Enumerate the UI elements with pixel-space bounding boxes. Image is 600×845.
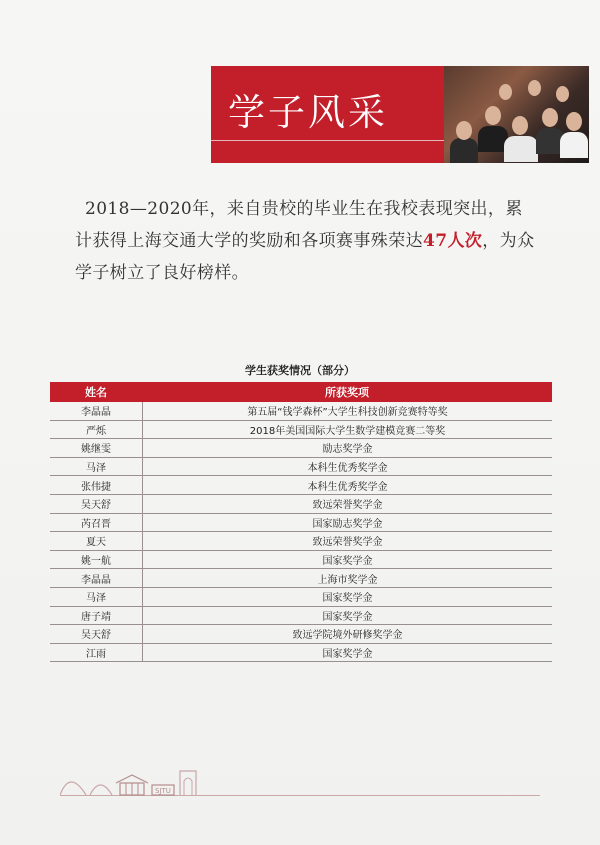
table-header bbox=[50, 382, 552, 402]
table-row bbox=[50, 402, 552, 421]
table-row bbox=[50, 569, 552, 588]
cell-name: 马泽 bbox=[50, 588, 143, 606]
intro-text-part1: 2018—2020年，来自贵校的毕业生在我校表现突出，累计获得上海交通大学的奖励和各项赛事殊荣达 bbox=[75, 199, 523, 251]
cell-name: 吴天舒 bbox=[50, 625, 143, 643]
cell-award: 致远荣誉奖学金 bbox=[312, 537, 383, 549]
cell-name: 吴天舒 bbox=[50, 495, 143, 513]
table-row bbox=[50, 476, 552, 495]
cell-name: 李晶晶 bbox=[50, 402, 143, 420]
cell-award: 上海市奖学金 bbox=[317, 574, 378, 586]
cell-name: 芮召晋 bbox=[50, 514, 143, 532]
table-row bbox=[50, 495, 552, 514]
table-row bbox=[50, 625, 552, 644]
cell-name: 姚继雯 bbox=[50, 439, 143, 457]
awards-table bbox=[50, 382, 552, 662]
column-header-name: 姓名 bbox=[85, 386, 107, 399]
cell-award: 国家奖学金 bbox=[322, 611, 373, 623]
table-row bbox=[50, 551, 552, 570]
cell-award: 国家奖学金 bbox=[322, 556, 373, 568]
table-row bbox=[50, 421, 552, 440]
cell-name: 严烁 bbox=[50, 421, 143, 439]
intro-highlight: 47人次 bbox=[423, 231, 483, 251]
page-title: 学子风采 bbox=[228, 91, 388, 134]
cell-award: 本科生优秀奖学金 bbox=[307, 481, 388, 493]
cell-name: 张伟捷 bbox=[50, 476, 143, 494]
campus-line-art-icon bbox=[60, 765, 260, 799]
cell-name: 唐子靖 bbox=[50, 607, 143, 625]
table-row bbox=[50, 458, 552, 477]
cell-award: 本科生优秀奖学金 bbox=[307, 463, 388, 475]
cell-award: 励志奖学金 bbox=[322, 444, 373, 456]
students-group-photo bbox=[444, 66, 589, 163]
footer-logo-text: SJTU bbox=[155, 787, 171, 795]
intro-text-part2: ，为众学子树立了良好榜样。 bbox=[75, 231, 535, 283]
column-header-award: 所获奖项 bbox=[325, 386, 369, 399]
cell-award: 致远荣誉奖学金 bbox=[312, 500, 383, 512]
cell-award: 国家奖学金 bbox=[322, 649, 373, 661]
table-row bbox=[50, 532, 552, 551]
cell-award: 国家奖学金 bbox=[322, 593, 373, 605]
table-row bbox=[50, 588, 552, 607]
cell-name: 姚一航 bbox=[50, 551, 143, 569]
banner-underline bbox=[211, 140, 444, 141]
cell-award: 2018年美国国际大学生数学建模竞赛二等奖 bbox=[249, 425, 446, 437]
cell-name: 夏天 bbox=[50, 532, 143, 550]
intro-paragraph bbox=[75, 193, 535, 289]
table-row bbox=[50, 439, 552, 458]
cell-award: 第五届“钱学森杯”大学生科技创新竞赛特等奖 bbox=[247, 407, 448, 419]
table-row bbox=[50, 607, 552, 626]
cell-name: 江雨 bbox=[50, 644, 143, 662]
cell-award: 致远学院境外研修奖学金 bbox=[292, 630, 403, 642]
cell-award: 国家励志奖学金 bbox=[312, 518, 383, 530]
table-title: 学生获奖情况（部分） bbox=[245, 364, 355, 377]
table-row bbox=[50, 644, 552, 663]
cell-name: 李晶晶 bbox=[50, 569, 143, 587]
table-row bbox=[50, 514, 552, 533]
cell-name: 马泽 bbox=[50, 458, 143, 476]
